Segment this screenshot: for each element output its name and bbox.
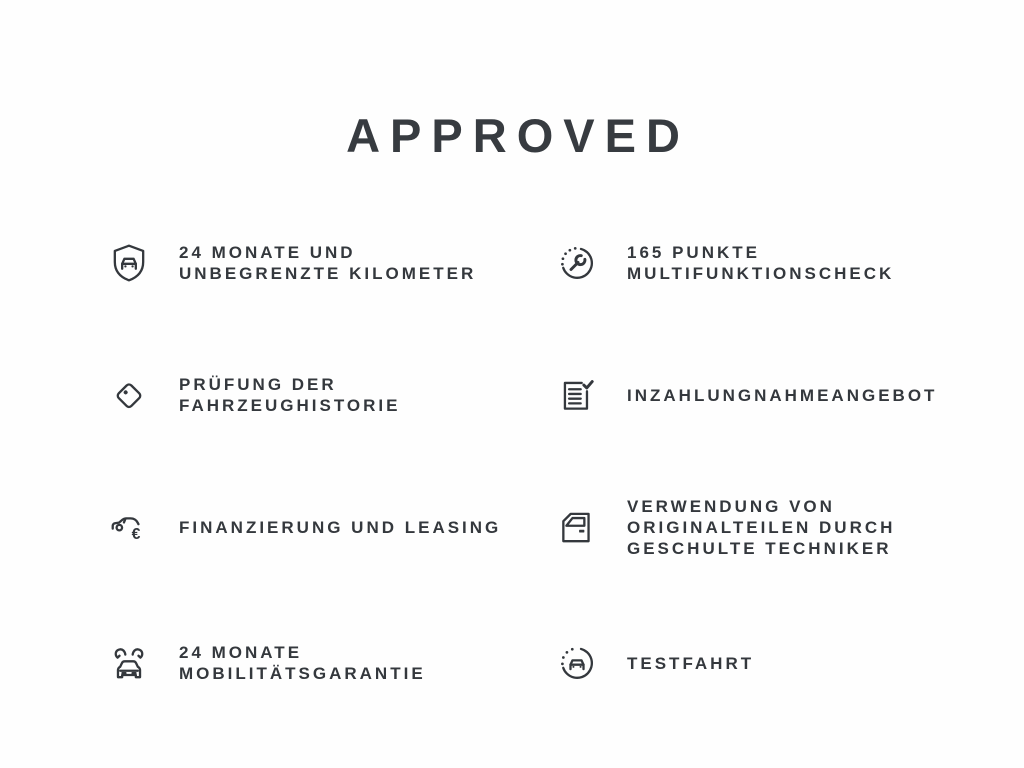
gauge-wrench-icon bbox=[556, 242, 598, 284]
feature-label bbox=[179, 642, 426, 684]
feature-item-mobility-guarantee bbox=[108, 625, 426, 701]
feature-line: ORIGINALTEILEN DURCH bbox=[627, 517, 896, 537]
feature-label bbox=[179, 242, 476, 284]
car-door-icon bbox=[556, 506, 598, 548]
page-title: APPROVED bbox=[346, 109, 690, 162]
feature-line: 24 MONATE UND bbox=[179, 243, 356, 262]
feature-label bbox=[627, 496, 895, 559]
price-tag-icon bbox=[108, 374, 150, 416]
feature-line: MOBILITÄTSGARANTIE bbox=[179, 664, 426, 683]
car-towing-icon bbox=[108, 642, 150, 684]
feature-label bbox=[179, 517, 501, 538]
feature-item-vehicle-history bbox=[108, 357, 400, 433]
feature-item-multifunction-check bbox=[556, 225, 894, 301]
shield-car-icon bbox=[108, 242, 150, 284]
feature-line: UNBEGRENZTE KILOMETER bbox=[179, 264, 477, 283]
feature-line: 24 MONATE bbox=[179, 643, 303, 662]
feature-line: GESCHULTE TECHNIKER bbox=[627, 538, 892, 558]
feature-line: PRÜFUNG DER bbox=[179, 375, 337, 394]
document-check-icon bbox=[556, 374, 598, 416]
feature-item-trade-in-offer bbox=[556, 357, 937, 433]
feature-label bbox=[627, 242, 894, 284]
feature-line: TESTFAHRT bbox=[627, 653, 755, 673]
feature-label bbox=[627, 385, 937, 406]
feature-item-original-parts bbox=[556, 489, 895, 565]
feature-label bbox=[627, 653, 754, 674]
euro-symbol: € bbox=[131, 526, 141, 544]
feature-line: MULTIFUNKTIONSCHECK bbox=[627, 264, 895, 283]
feature-line: VERWENDUNG VON bbox=[627, 496, 835, 516]
feature-line: FAHRZEUGHISTORIE bbox=[179, 396, 401, 415]
car-testdrive-icon bbox=[556, 642, 598, 684]
feature-item-test-drive bbox=[556, 625, 754, 701]
feature-line: INZAHLUNGNAHMEANGEBOT bbox=[627, 385, 938, 405]
feature-line: FINANZIERUNG UND LEASING bbox=[179, 517, 502, 537]
feature-item-warranty bbox=[108, 225, 476, 301]
feature-line: 165 PUNKTE bbox=[627, 243, 760, 262]
car-euro-icon bbox=[108, 506, 150, 548]
feature-item-financing-leasing bbox=[108, 489, 501, 565]
feature-label bbox=[179, 374, 400, 416]
